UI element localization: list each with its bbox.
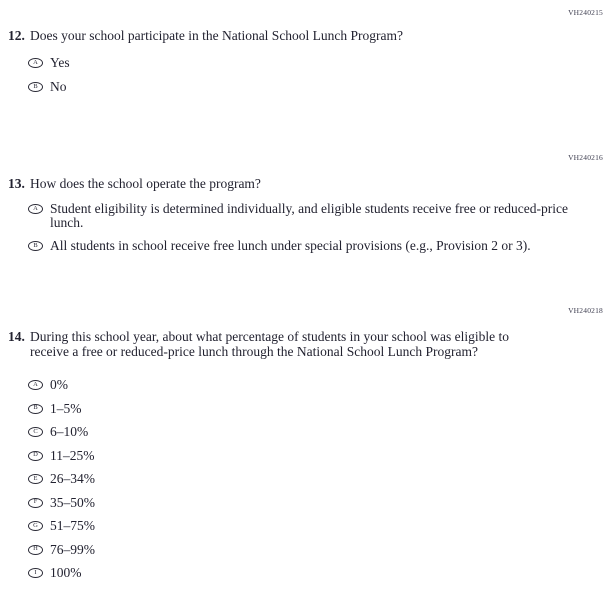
question-heading (8, 29, 605, 43)
option-label: 51–75% (50, 518, 95, 533)
option-row[interactable] (28, 519, 605, 533)
option-label: Student eligibility is determined individually, and eligible students receive free or reduced-price lunch. (50, 201, 568, 230)
option-row[interactable] (28, 202, 605, 230)
answer-bubble[interactable]: E (28, 474, 43, 484)
option-label: 6–10% (50, 424, 89, 439)
item-code: VH240215 (568, 8, 603, 17)
question-text: Does your school participate in the National School Lunch Program? (30, 28, 404, 43)
option-label: 11–25% (50, 447, 95, 463)
item-code: VH240218 (568, 306, 603, 315)
answer-bubble[interactable]: D (28, 451, 43, 461)
question-heading (8, 329, 605, 359)
option-row[interactable] (28, 80, 605, 94)
options-list (28, 202, 605, 253)
answer-bubble[interactable]: A (28, 58, 43, 68)
option-row[interactable] (28, 239, 605, 253)
option-label: No (50, 79, 67, 94)
option-row[interactable] (28, 449, 605, 463)
answer-bubble[interactable]: A (28, 204, 43, 214)
option-row[interactable] (28, 425, 605, 439)
question-number: 13. (8, 176, 25, 191)
option-row[interactable] (28, 543, 605, 557)
option-label: 0% (50, 377, 68, 392)
option-label: 26–34% (50, 471, 95, 486)
option-label: Yes (50, 55, 70, 70)
answer-bubble[interactable]: A (28, 380, 43, 390)
options-list (28, 378, 605, 580)
option-row[interactable] (28, 402, 605, 416)
question-number: 12. (8, 28, 25, 43)
answer-bubble[interactable]: C (28, 427, 43, 437)
option-row[interactable] (28, 496, 605, 510)
item-code: VH240216 (568, 153, 603, 162)
answer-bubble[interactable]: B (28, 404, 43, 414)
option-label: 100% (50, 565, 82, 580)
option-row[interactable] (28, 566, 605, 580)
option-label: 76–99% (50, 541, 95, 557)
option-row[interactable] (28, 56, 605, 70)
answer-bubble[interactable]: F (28, 498, 43, 508)
question-heading (8, 177, 605, 191)
option-label: 35–50% (50, 494, 95, 510)
question-13 (8, 177, 605, 253)
answer-bubble[interactable]: B (28, 82, 43, 92)
answer-bubble[interactable]: I (28, 568, 43, 578)
option-row[interactable] (28, 472, 605, 486)
answer-bubble[interactable]: G (28, 521, 43, 531)
question-14 (8, 329, 605, 580)
answer-bubble[interactable]: H (28, 545, 43, 555)
question-text: During this school year, about what percentage of students in your school was eligible to receive a free or reduced-price lunch through the National School Lunch Program? (30, 329, 509, 359)
option-row[interactable] (28, 378, 605, 392)
answer-bubble[interactable]: B (28, 241, 43, 251)
question-12 (8, 29, 605, 94)
options-list (28, 56, 605, 94)
option-label: All students in school receive free lunch under special provisions (e.g., Provision 2 or 3). (50, 238, 531, 253)
option-label: 1–5% (50, 400, 82, 416)
question-number: 14. (8, 329, 25, 344)
question-text: How does the school operate the program? (30, 176, 261, 191)
